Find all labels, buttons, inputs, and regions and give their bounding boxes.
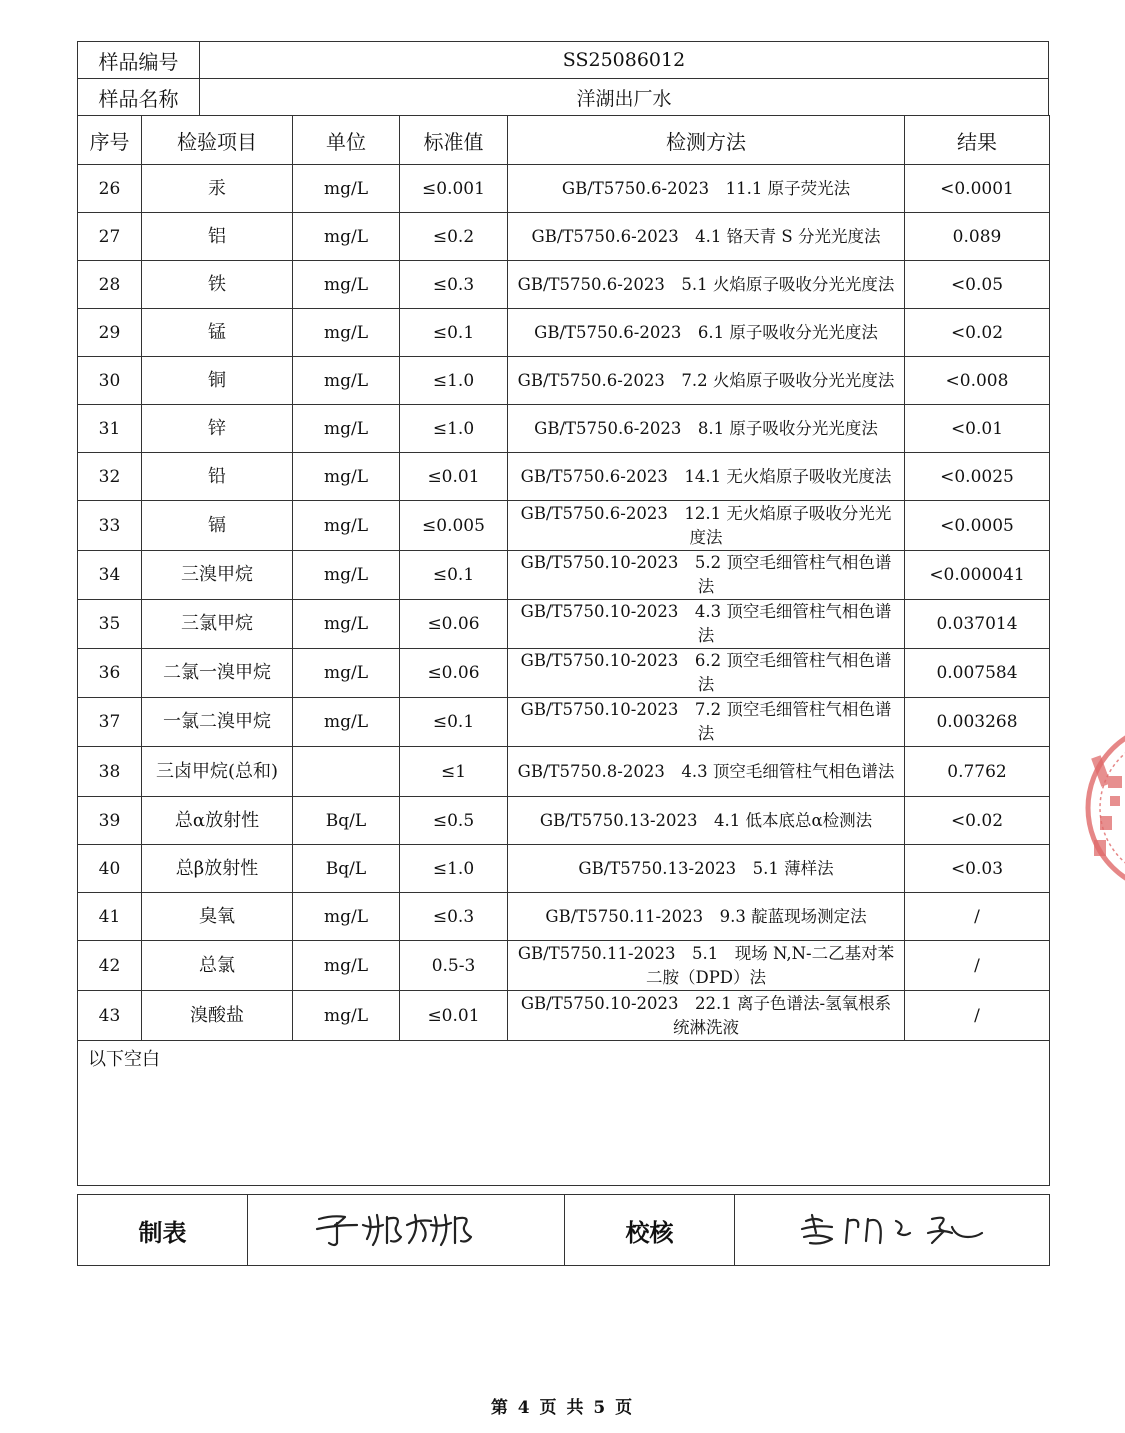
sample-info-table xyxy=(77,41,1049,116)
unit-cell xyxy=(293,747,400,797)
result-cell: / xyxy=(905,893,1050,941)
unit-cell: Bq/L xyxy=(293,845,400,893)
table-row xyxy=(78,845,1050,893)
test-item-cell: 铅 xyxy=(142,453,293,501)
column-header-unit: 单位 xyxy=(293,116,400,165)
unit-cell: mg/L xyxy=(293,941,400,991)
test-item-cell: 臭氧 xyxy=(142,893,293,941)
row-no-cell: 27 xyxy=(78,213,142,261)
row-no-cell: 39 xyxy=(78,797,142,845)
reviewed-by-label: 校核 xyxy=(565,1195,735,1266)
column-header-no: 序号 xyxy=(78,116,142,165)
standard-value-cell: ≤0.2 xyxy=(400,213,508,261)
sample-name-value: 洋湖出厂水 xyxy=(200,79,1049,116)
unit-cell: mg/L xyxy=(293,991,400,1041)
unit-cell: mg/L xyxy=(293,600,400,649)
row-no-cell: 43 xyxy=(78,991,142,1041)
test-item-cell: 锰 xyxy=(142,309,293,357)
row-no-cell: 41 xyxy=(78,893,142,941)
standard-value-cell: ≤0.06 xyxy=(400,600,508,649)
result-cell: <0.02 xyxy=(905,309,1050,357)
standard-value-cell: ≤0.01 xyxy=(400,991,508,1041)
test-method-cell: GB/T5750.13-2023 4.1 低本底总α检测法 xyxy=(508,797,905,845)
row-no-cell: 35 xyxy=(78,600,142,649)
page-number: 第 4 页 共 5 页 xyxy=(490,1398,635,1418)
table-row xyxy=(78,551,1050,600)
table-row xyxy=(78,501,1050,551)
column-header-result: 结果 xyxy=(905,116,1050,165)
test-item-cell: 总α放射性 xyxy=(142,797,293,845)
test-item-cell: 铁 xyxy=(142,261,293,309)
result-cell: 0.037014 xyxy=(905,600,1050,649)
unit-cell: mg/L xyxy=(293,261,400,309)
standard-value-cell: ≤0.01 xyxy=(400,453,508,501)
test-method-cell: GB/T5750.10-2023 7.2 顶空毛细管柱气相色谱法 xyxy=(508,698,905,747)
red-seal-stamp-icon xyxy=(1080,716,1125,900)
table-row xyxy=(78,213,1050,261)
row-no-cell: 42 xyxy=(78,941,142,991)
sample-no-label: 样品编号 xyxy=(78,42,200,79)
result-cell: <0.05 xyxy=(905,261,1050,309)
unit-cell: mg/L xyxy=(293,213,400,261)
result-cell: 0.003268 xyxy=(905,698,1050,747)
table-row xyxy=(78,165,1050,213)
row-no-cell: 38 xyxy=(78,747,142,797)
standard-value-cell: ≤1.0 xyxy=(400,405,508,453)
test-method-cell: GB/T5750.11-2023 9.3 靛蓝现场测定法 xyxy=(508,893,905,941)
result-cell: <0.000041 xyxy=(905,551,1050,600)
column-header-item: 检验项目 xyxy=(142,116,293,165)
table-row xyxy=(78,747,1050,797)
test-item-cell: 汞 xyxy=(142,165,293,213)
test-results-table xyxy=(77,115,1050,1186)
test-method-cell: GB/T5750.6-2023 14.1 无火焰原子吸收光度法 xyxy=(508,453,905,501)
result-cell: 0.089 xyxy=(905,213,1050,261)
standard-value-cell: ≤0.3 xyxy=(400,261,508,309)
signature-table xyxy=(77,1194,1050,1266)
unit-cell: mg/L xyxy=(293,551,400,600)
standard-value-cell: ≤1.0 xyxy=(400,845,508,893)
test-method-cell: GB/T5750.10-2023 6.2 顶空毛细管柱气相色谱法 xyxy=(508,649,905,698)
table-row xyxy=(78,797,1050,845)
unit-cell: Bq/L xyxy=(293,797,400,845)
unit-cell: mg/L xyxy=(293,698,400,747)
prepared-by-label: 制表 xyxy=(78,1195,248,1266)
table-row xyxy=(78,453,1050,501)
table-row xyxy=(78,261,1050,309)
test-method-cell: GB/T5750.11-2023 5.1 现场 N,N-二乙基对苯二胺（DPD）法 xyxy=(508,941,905,991)
test-method-cell: GB/T5750.6-2023 8.1 原子吸收分光光度法 xyxy=(508,405,905,453)
sample-name-label: 样品名称 xyxy=(78,79,200,116)
test-method-cell: GB/T5750.6-2023 7.2 火焰原子吸收分光光度法 xyxy=(508,357,905,405)
unit-cell: mg/L xyxy=(293,357,400,405)
standard-value-cell: ≤0.005 xyxy=(400,501,508,551)
standard-value-cell: ≤0.3 xyxy=(400,893,508,941)
result-cell: / xyxy=(905,991,1050,1041)
unit-cell: mg/L xyxy=(293,501,400,551)
test-method-cell: GB/T5750.6-2023 12.1 无火焰原子吸收分光光度法 xyxy=(508,501,905,551)
result-cell: <0.03 xyxy=(905,845,1050,893)
standard-value-cell: 0.5-3 xyxy=(400,941,508,991)
test-method-cell: GB/T5750.8-2023 4.3 顶空毛细管柱气相色谱法 xyxy=(508,747,905,797)
test-method-cell: GB/T5750.10-2023 5.2 顶空毛细管柱气相色谱法 xyxy=(508,551,905,600)
test-method-cell: GB/T5750.10-2023 22.1 离子色谱法-氢氧根系统淋洗液 xyxy=(508,991,905,1041)
test-item-cell: 总氯 xyxy=(142,941,293,991)
standard-value-cell: ≤1.0 xyxy=(400,357,508,405)
test-item-cell: 三氯甲烷 xyxy=(142,600,293,649)
result-cell: <0.01 xyxy=(905,405,1050,453)
result-cell: <0.008 xyxy=(905,357,1050,405)
test-item-cell: 铝 xyxy=(142,213,293,261)
handwritten-signature-icon xyxy=(792,1203,992,1253)
row-no-cell: 28 xyxy=(78,261,142,309)
test-item-cell: 镉 xyxy=(142,501,293,551)
table-row xyxy=(78,893,1050,941)
test-item-cell: 溴酸盐 xyxy=(142,991,293,1041)
test-item-cell: 一氯二溴甲烷 xyxy=(142,698,293,747)
table-row xyxy=(78,941,1050,991)
row-no-cell: 36 xyxy=(78,649,142,698)
table-row xyxy=(78,991,1050,1041)
standard-value-cell: ≤1 xyxy=(400,747,508,797)
unit-cell: mg/L xyxy=(293,165,400,213)
test-item-cell: 三溴甲烷 xyxy=(142,551,293,600)
test-item-cell: 三卤甲烷(总和) xyxy=(142,747,293,797)
table-row xyxy=(78,357,1050,405)
result-cell: / xyxy=(905,941,1050,991)
table-row xyxy=(78,649,1050,698)
result-cell: <0.0005 xyxy=(905,501,1050,551)
result-cell: 0.7762 xyxy=(905,747,1050,797)
test-method-cell: GB/T5750.6-2023 11.1 原子荧光法 xyxy=(508,165,905,213)
unit-cell: mg/L xyxy=(293,405,400,453)
standard-value-cell: ≤0.5 xyxy=(400,797,508,845)
row-no-cell: 37 xyxy=(78,698,142,747)
test-method-cell: GB/T5750.13-2023 5.1 薄样法 xyxy=(508,845,905,893)
test-method-cell: GB/T5750.6-2023 5.1 火焰原子吸收分光光度法 xyxy=(508,261,905,309)
test-item-cell: 二氯一溴甲烷 xyxy=(142,649,293,698)
test-item-cell: 锌 xyxy=(142,405,293,453)
table-row xyxy=(78,309,1050,357)
test-item-cell: 铜 xyxy=(142,357,293,405)
standard-value-cell: ≤0.001 xyxy=(400,165,508,213)
reviewed-by-signature xyxy=(735,1195,1050,1266)
result-cell: <0.02 xyxy=(905,797,1050,845)
standard-value-cell: ≤0.06 xyxy=(400,649,508,698)
row-no-cell: 31 xyxy=(78,405,142,453)
row-no-cell: 40 xyxy=(78,845,142,893)
row-no-cell: 26 xyxy=(78,165,142,213)
test-method-cell: GB/T5750.6-2023 4.1 铬天青 S 分光光度法 xyxy=(508,213,905,261)
unit-cell: mg/L xyxy=(293,309,400,357)
column-header-method: 检测方法 xyxy=(508,116,905,165)
row-no-cell: 30 xyxy=(78,357,142,405)
table-row xyxy=(78,600,1050,649)
remark-cell: 以下空白 xyxy=(78,1041,1050,1186)
test-item-cell: 总β放射性 xyxy=(142,845,293,893)
row-no-cell: 33 xyxy=(78,501,142,551)
handwritten-signature-icon xyxy=(311,1203,501,1253)
sample-no-value: SS25086012 xyxy=(200,42,1049,79)
test-method-cell: GB/T5750.10-2023 4.3 顶空毛细管柱气相色谱法 xyxy=(508,600,905,649)
standard-value-cell: ≤0.1 xyxy=(400,551,508,600)
result-cell: <0.0001 xyxy=(905,165,1050,213)
prepared-by-signature xyxy=(248,1195,565,1266)
row-no-cell: 32 xyxy=(78,453,142,501)
table-row xyxy=(78,405,1050,453)
row-no-cell: 29 xyxy=(78,309,142,357)
column-header-row xyxy=(78,116,1050,165)
standard-value-cell: ≤0.1 xyxy=(400,309,508,357)
standard-value-cell: ≤0.1 xyxy=(400,698,508,747)
unit-cell: mg/L xyxy=(293,893,400,941)
table-row xyxy=(78,698,1050,747)
column-header-standard: 标准值 xyxy=(400,116,508,165)
result-cell: <0.0025 xyxy=(905,453,1050,501)
test-method-cell: GB/T5750.6-2023 6.1 原子吸收分光光度法 xyxy=(508,309,905,357)
unit-cell: mg/L xyxy=(293,453,400,501)
result-cell: 0.007584 xyxy=(905,649,1050,698)
row-no-cell: 34 xyxy=(78,551,142,600)
unit-cell: mg/L xyxy=(293,649,400,698)
